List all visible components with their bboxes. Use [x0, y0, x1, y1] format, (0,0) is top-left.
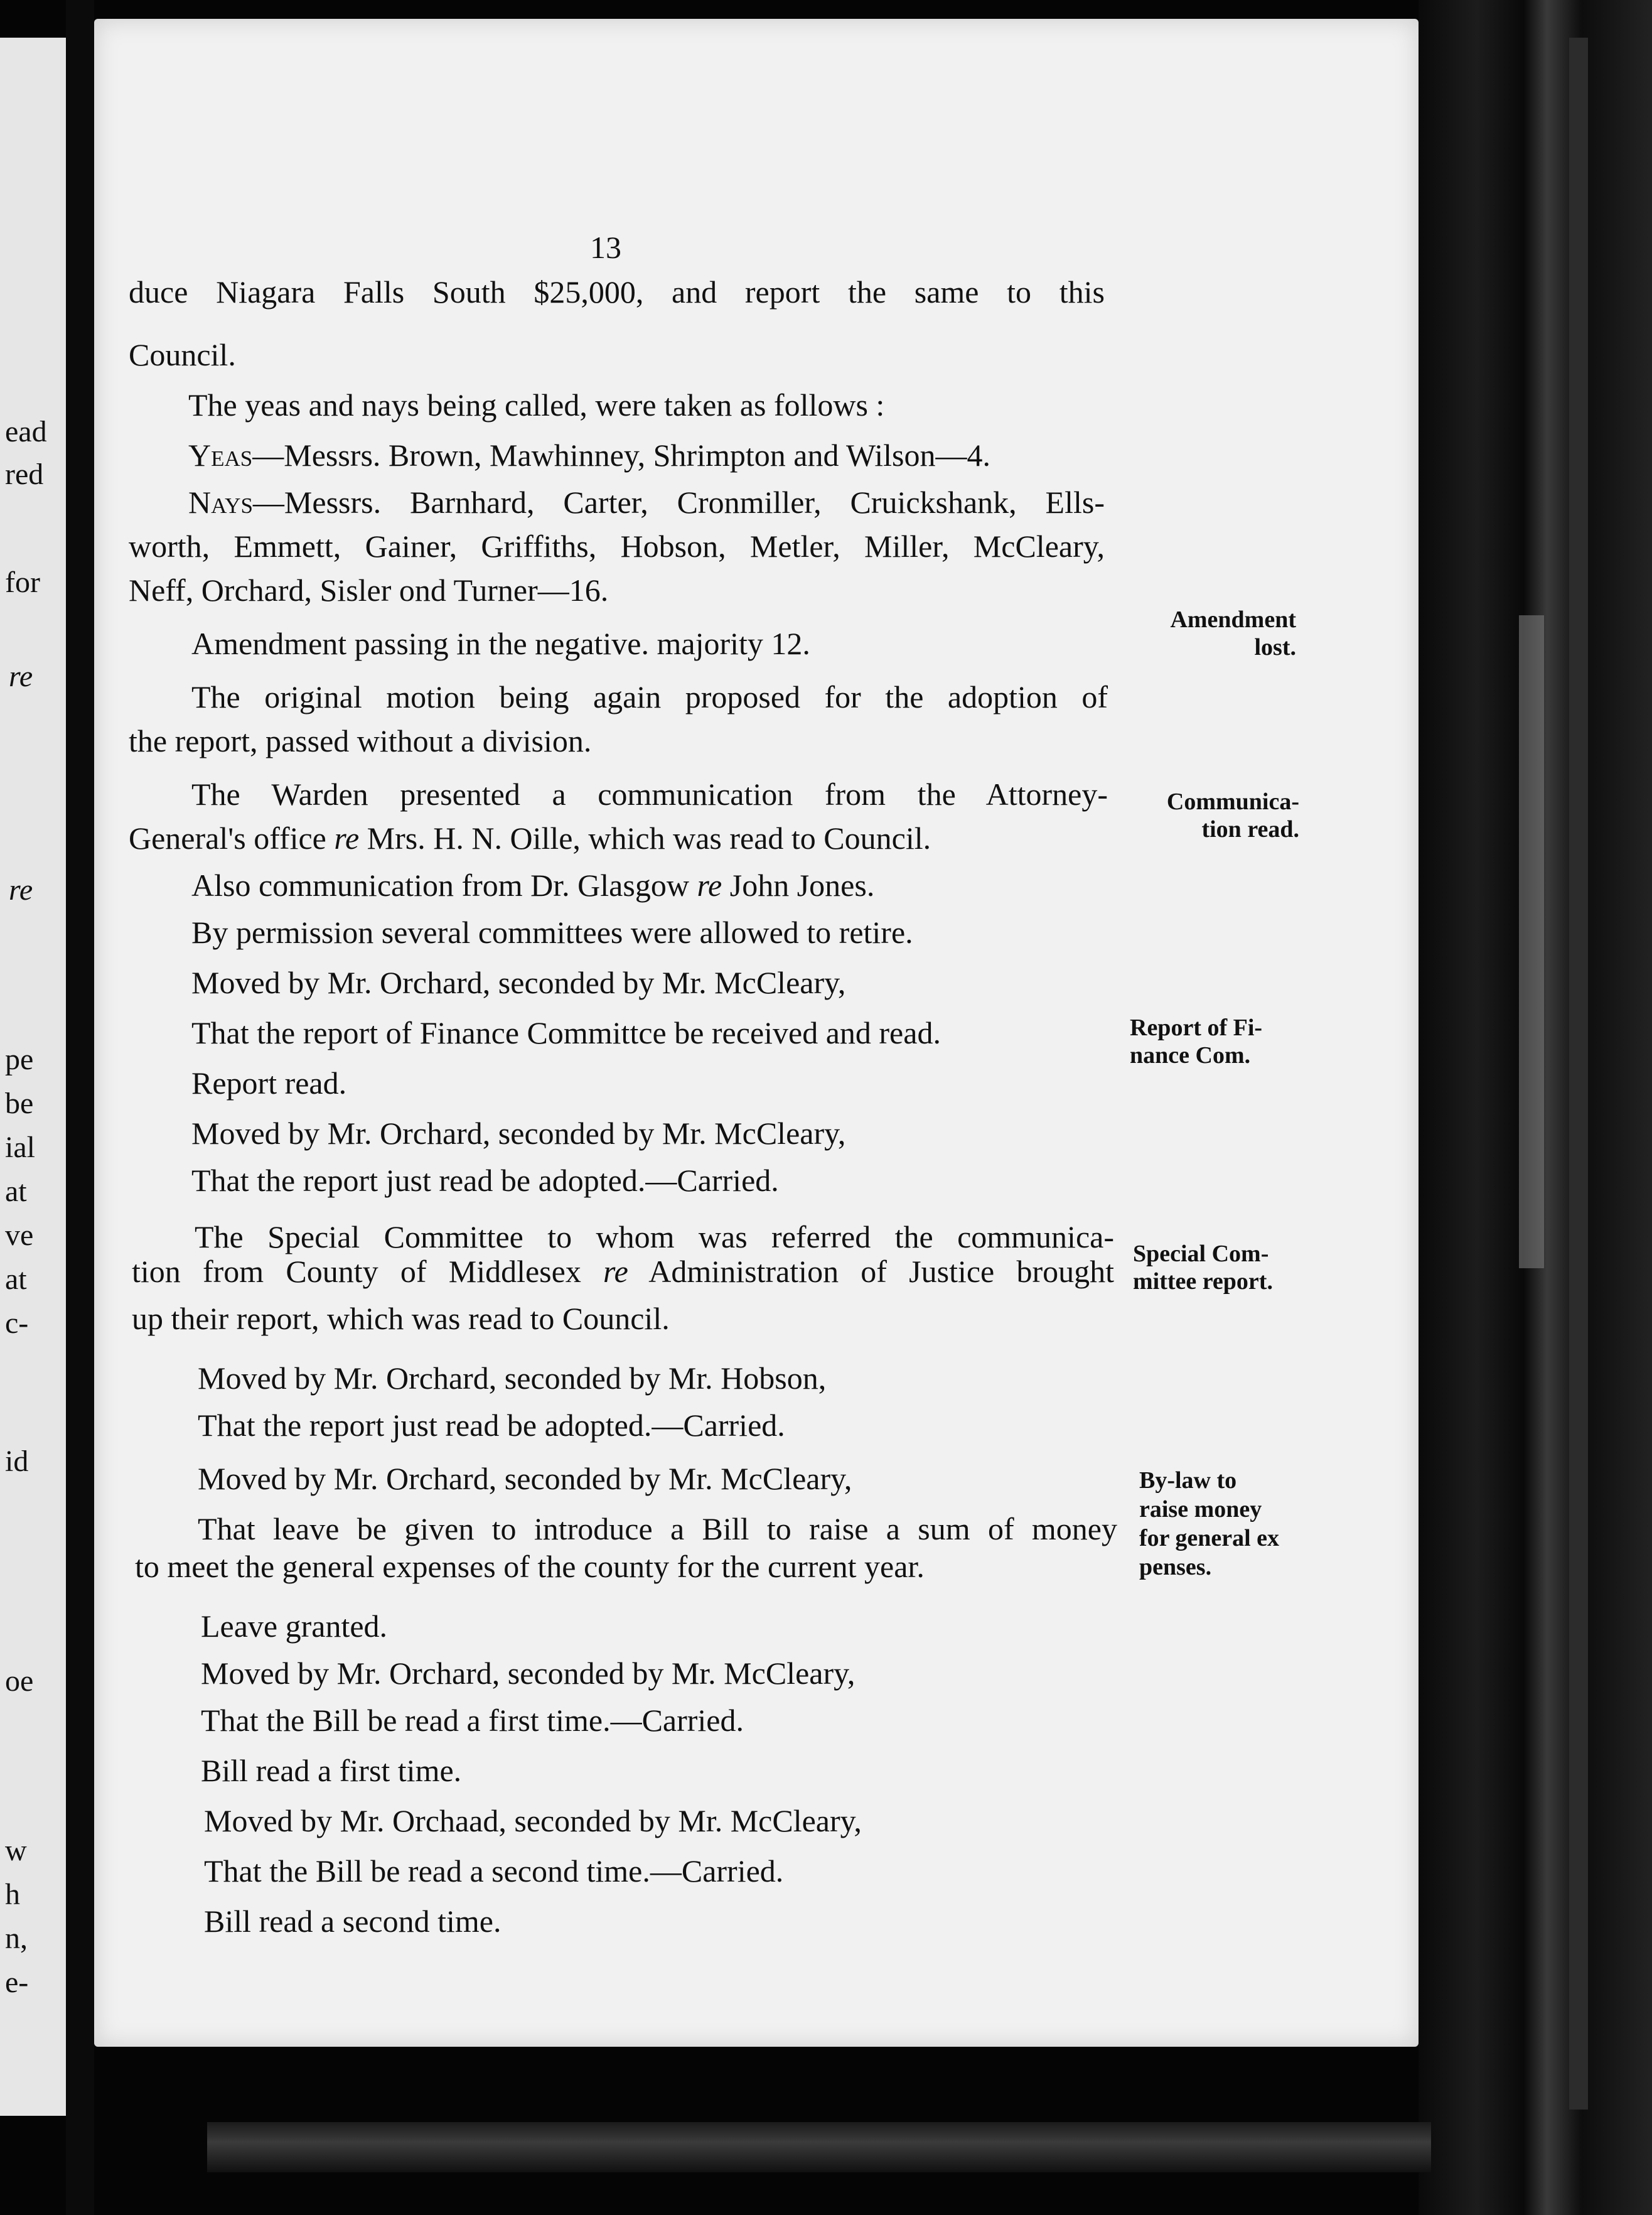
- left-margin-fragment: e-: [5, 1966, 29, 1999]
- left-margin-fragment: be: [5, 1087, 34, 1120]
- left-margin-fragment: at: [5, 1263, 27, 1296]
- left-margin-fragment: re: [9, 873, 33, 907]
- left-margin-fragment: for: [5, 566, 40, 599]
- paragraph-line: Bill read a first time.: [201, 1753, 462, 1788]
- margin-note-line: tion read.: [1201, 816, 1299, 843]
- left-margin-fragment: pe: [5, 1043, 34, 1076]
- text-run: John Jones.: [722, 868, 875, 903]
- left-margin-fragment: c-: [5, 1307, 29, 1340]
- paragraph-line: That the report just read be adopted.—Carried.: [191, 1163, 779, 1198]
- text-run: Mrs. H. N. Oille, which was read to Council.: [359, 821, 931, 856]
- binding-highlight: [1519, 615, 1544, 1268]
- paragraph-line: Bill read a second time.: [204, 1904, 501, 1939]
- margin-note-line: By-law to: [1139, 1467, 1237, 1494]
- margin-note-line: Communica-: [1166, 789, 1299, 815]
- paragraph-line: Amendment passing in the negative. majority 12.: [191, 626, 810, 661]
- paragraph-line: [191, 870, 874, 901]
- text-run: Administration of Justice brought: [628, 1254, 1114, 1289]
- paragraph-line: Council.: [129, 337, 236, 372]
- text-run: Also communication from Dr. Glasgow: [191, 868, 697, 903]
- page-number: 13: [590, 230, 621, 265]
- paragraph-line: That the Bill be read a first time.—Carried.: [201, 1703, 744, 1738]
- yeas-label: Yeas: [188, 438, 253, 473]
- left-page-fragment: [0, 38, 66, 2116]
- paragraph-line: Neff, Orchard, Sisler ond Turner—16.: [129, 573, 609, 608]
- paragraph-line: By permission several committees were allowed to retire.: [191, 915, 913, 950]
- yeas-text: —Messrs. Brown, Mawhinney, Shrimpton and Wilson—4.: [252, 438, 990, 473]
- paragraph-line: worth, Emmett, Gainer, Griffiths, Hobson, Metler, Miller, McCleary,: [129, 529, 1105, 564]
- margin-note-line: penses.: [1139, 1554, 1212, 1580]
- text-run-italic: re: [334, 821, 360, 856]
- left-margin-fragment: h: [5, 1878, 20, 1911]
- margin-note-line: mittee report.: [1133, 1268, 1273, 1295]
- paragraph-line: up their report, which was read to Council.: [132, 1301, 670, 1336]
- paragraph-line: Moved by Mr. Orchard, seconded by Mr. McCleary,: [198, 1461, 852, 1496]
- paragraph-line: duce Niagara Falls South $25,000, and report the same to this: [129, 274, 1105, 310]
- left-margin-fragment: w: [5, 1834, 27, 1867]
- text-run-italic: re: [697, 868, 722, 903]
- paragraph-line: Moved by Mr. Orchard, seconded by Mr. McCleary,: [191, 965, 846, 1000]
- text-run: tion from County of Middlesex: [132, 1254, 604, 1289]
- left-margin-fragment: oe: [5, 1664, 34, 1698]
- paragraph-line: Moved by Mr. Orchard, seconded by Mr. Hobson,: [198, 1361, 827, 1396]
- margin-note-line: raise money: [1139, 1496, 1262, 1522]
- paragraph-line: That leave be given to introduce a Bill to raise a sum of money: [198, 1511, 1117, 1546]
- left-margin-fragment: ve: [5, 1219, 34, 1252]
- margin-note-finance-report: [1130, 1014, 1262, 1069]
- paragraph-line: The yeas and nays being called, were taken as follows :: [188, 387, 885, 423]
- paragraph-line: The Warden presented a communication from the Attorney-: [191, 777, 1108, 812]
- left-margin-fragment: red: [5, 458, 44, 491]
- left-margin-fragment: n,: [5, 1922, 28, 1955]
- paragraph-line: to meet the general expenses of the county for the current year.: [135, 1549, 925, 1584]
- left-margin-fragment: re: [9, 660, 33, 693]
- margin-note-line: Amendment: [1170, 606, 1296, 633]
- left-margin-fragment: id: [5, 1445, 29, 1478]
- margin-note-line: for general ex: [1139, 1525, 1279, 1551]
- margin-note-line: Special Com-: [1133, 1241, 1269, 1267]
- text-run: General's office: [129, 821, 335, 856]
- paragraph-line: Moved by Mr. Orchard, seconded by Mr. McCleary,: [191, 1116, 846, 1151]
- nays-label: Nays: [188, 485, 253, 520]
- left-margin-fragment: ial: [5, 1131, 35, 1164]
- text-run-italic: re: [603, 1254, 628, 1289]
- paragraph-line: The original motion being again proposed for the adoption of: [191, 679, 1108, 714]
- paragraph-line: the report, passed without a division.: [129, 723, 592, 758]
- margin-note-bylaw: [1139, 1466, 1279, 1582]
- paragraph-line: [129, 822, 931, 854]
- yeas-line: [188, 439, 990, 471]
- margin-note-special-committee: [1133, 1240, 1273, 1295]
- paragraph-line: That the report just read be adopted.—Carried.: [198, 1408, 785, 1443]
- paragraph-line: That the Bill be read a second time.—Carried.: [204, 1853, 784, 1889]
- paragraph-line: The Special Committee to whom was referred the communica-: [195, 1219, 1114, 1254]
- margin-note-line: nance Com.: [1130, 1042, 1251, 1069]
- left-margin-fragment: ead: [5, 415, 47, 448]
- nays-line: [188, 487, 1105, 518]
- page-bottom-edge: [207, 2122, 1431, 2172]
- margin-note-line: lost.: [1254, 634, 1296, 660]
- margin-note-communication-read: [1117, 788, 1299, 843]
- paragraph-line: Moved by Mr. Orchard, seconded by Mr. McCleary,: [201, 1656, 856, 1691]
- paragraph-line: Report read.: [191, 1065, 347, 1101]
- paragraph-line: Leave granted.: [201, 1609, 388, 1644]
- binding-edge: [1569, 38, 1588, 2110]
- left-margin-fragment: at: [5, 1175, 27, 1208]
- nays-text: —Messrs. Barnhard, Carter, Cronmiller, Cruickshank, Ells-: [252, 485, 1105, 520]
- margin-note-amendment-lost: [1117, 606, 1296, 661]
- margin-note-line: Report of Fi-: [1130, 1015, 1263, 1041]
- paragraph-line: Moved by Mr. Orchaad, seconded by Mr. McCleary,: [204, 1803, 862, 1838]
- paragraph-line: That the report of Finance Committce be received and read.: [191, 1015, 941, 1050]
- page-gutter: [66, 0, 94, 2215]
- paragraph-line: [132, 1256, 1114, 1287]
